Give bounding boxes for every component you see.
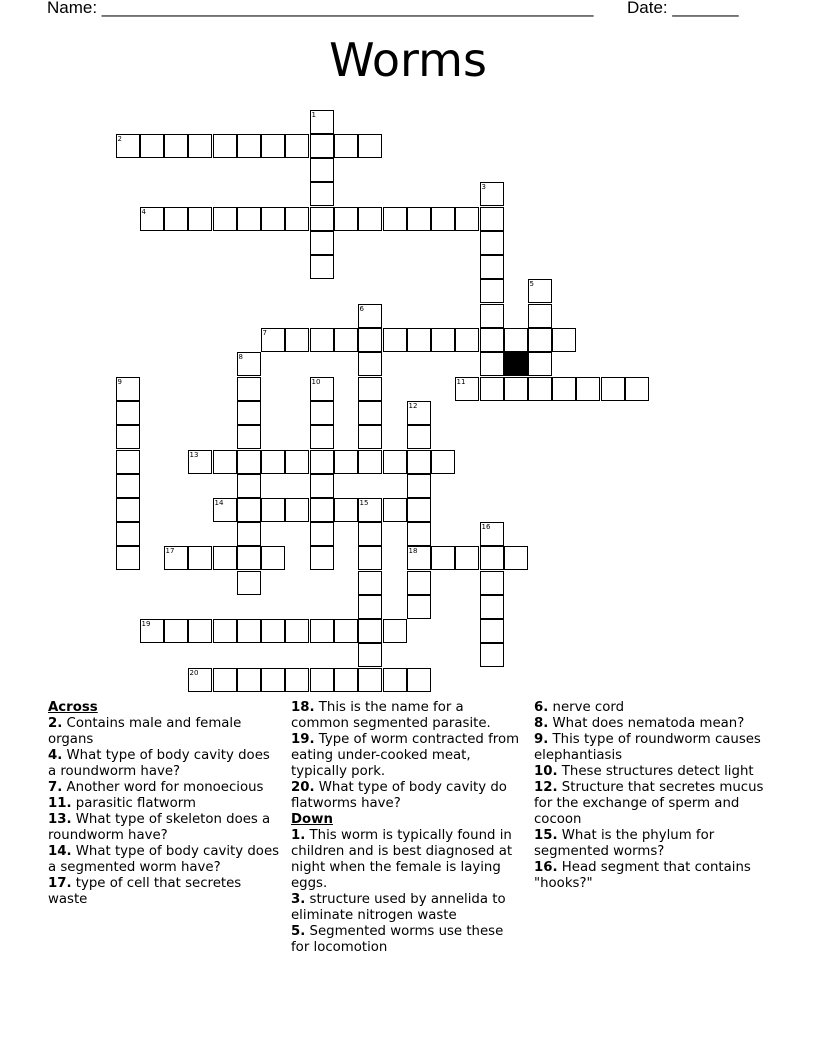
grid-cell[interactable] xyxy=(480,643,504,667)
grid-cell[interactable] xyxy=(164,546,188,570)
grid-cell[interactable] xyxy=(334,619,358,643)
clue-item xyxy=(48,780,280,796)
grid-cell[interactable] xyxy=(383,619,407,643)
grid-cell[interactable] xyxy=(164,134,188,158)
grid-cell[interactable] xyxy=(116,450,140,474)
grid-cell[interactable] xyxy=(213,498,237,522)
grid-cell[interactable] xyxy=(480,207,504,231)
grid-cell[interactable] xyxy=(116,425,140,449)
grid-cell[interactable] xyxy=(334,207,358,231)
grid-cell[interactable] xyxy=(310,546,334,570)
grid-cell[interactable] xyxy=(310,182,334,206)
clue-number: 10. xyxy=(534,764,558,779)
grid-cell[interactable] xyxy=(407,546,431,570)
grid-cell[interactable] xyxy=(407,668,431,692)
grid-cell[interactable] xyxy=(310,377,334,401)
grid-cell[interactable] xyxy=(237,546,261,570)
clue-text: Structure that secretes mucus for the exchange of sperm and cocoon xyxy=(534,780,764,827)
grid-cell[interactable] xyxy=(285,619,309,643)
grid-cell[interactable] xyxy=(480,304,504,328)
clue-column-2 xyxy=(291,700,523,956)
grid-cell[interactable] xyxy=(480,571,504,595)
grid-cell[interactable] xyxy=(358,643,382,667)
clue-column-1 xyxy=(48,700,280,908)
cell-number: 3 xyxy=(481,182,486,191)
grid-cell[interactable] xyxy=(334,668,358,692)
grid-cell[interactable] xyxy=(480,522,504,546)
grid-cell[interactable] xyxy=(383,668,407,692)
cell-number: 5 xyxy=(529,279,534,288)
grid-cell[interactable] xyxy=(237,498,261,522)
down-heading: Down xyxy=(291,812,333,827)
grid-cell[interactable] xyxy=(431,546,455,570)
clue-item xyxy=(534,828,766,860)
grid-cell[interactable] xyxy=(188,207,212,231)
grid-cell[interactable] xyxy=(480,279,504,303)
grid-cell[interactable] xyxy=(334,134,358,158)
grid-cell[interactable] xyxy=(285,668,309,692)
grid-cell[interactable] xyxy=(188,450,212,474)
grid-cell[interactable] xyxy=(261,450,285,474)
grid-cell[interactable] xyxy=(310,134,334,158)
grid-cell[interactable] xyxy=(358,328,382,352)
clue-item xyxy=(534,780,766,828)
clue-number: 14. xyxy=(48,844,72,859)
clue-text: This worm is typically found in children and is best diagnosed at night when the female is laying eggs. xyxy=(291,828,513,891)
clue-item xyxy=(534,716,766,732)
grid-cell[interactable] xyxy=(455,377,479,401)
cell-number: 8 xyxy=(238,352,243,361)
clue-text: nerve cord xyxy=(548,700,625,715)
grid-cell[interactable] xyxy=(213,207,237,231)
grid-cell[interactable] xyxy=(407,498,431,522)
grid-cell[interactable] xyxy=(358,134,382,158)
clue-number: 8. xyxy=(534,716,549,731)
clue-text: Contains male and female organs xyxy=(48,716,242,747)
clue-text: Another word for monoecious xyxy=(62,780,264,795)
grid-cell[interactable] xyxy=(480,352,504,376)
grid-cell[interactable] xyxy=(310,255,334,279)
name-field-label: Name: ____________________________________________________ xyxy=(47,0,594,17)
clue-number: 11. xyxy=(48,796,72,811)
clue-number: 13. xyxy=(48,812,72,827)
clue-item xyxy=(534,764,766,780)
clue-text: type of cell that secretes waste xyxy=(48,876,242,907)
clue-text: What is the phylum for segmented worms? xyxy=(534,828,715,859)
grid-cell[interactable] xyxy=(116,522,140,546)
grid-cell[interactable] xyxy=(431,450,455,474)
grid-cell[interactable] xyxy=(237,619,261,643)
clue-number: 17. xyxy=(48,876,72,891)
grid-cell[interactable] xyxy=(358,304,382,328)
grid-cell[interactable] xyxy=(528,279,552,303)
clue-number: 9. xyxy=(534,732,549,747)
grid-cell[interactable] xyxy=(480,619,504,643)
grid-cell[interactable] xyxy=(334,498,358,522)
grid-cell[interactable] xyxy=(285,134,309,158)
grid-cell[interactable] xyxy=(188,619,212,643)
grid-cell[interactable] xyxy=(237,377,261,401)
grid-cell[interactable] xyxy=(261,498,285,522)
clue-number: 6. xyxy=(534,700,549,715)
cell-number: 6 xyxy=(359,304,364,313)
grid-cell[interactable] xyxy=(310,401,334,425)
grid-cell[interactable] xyxy=(116,498,140,522)
grid-cell[interactable] xyxy=(261,207,285,231)
grid-cell[interactable] xyxy=(140,207,164,231)
grid-cell[interactable] xyxy=(431,328,455,352)
grid-cell[interactable] xyxy=(528,352,552,376)
clue-text: What type of body cavity does a roundworm have? xyxy=(48,748,270,779)
cell-number: 1 xyxy=(311,110,316,119)
cell-number: 7 xyxy=(262,328,267,337)
grid-cell[interactable] xyxy=(358,546,382,570)
cell-number: 13 xyxy=(189,450,199,459)
clue-item xyxy=(534,732,766,764)
grid-cell[interactable] xyxy=(455,328,479,352)
grid-cell[interactable] xyxy=(285,498,309,522)
across-heading: Across xyxy=(48,700,98,715)
grid-cell[interactable] xyxy=(407,328,431,352)
cell-number: 14 xyxy=(214,498,224,507)
grid-cell[interactable] xyxy=(431,207,455,231)
grid-cell[interactable] xyxy=(383,328,407,352)
grid-cell[interactable] xyxy=(140,134,164,158)
clue-item xyxy=(48,812,280,844)
grid-cell[interactable] xyxy=(164,207,188,231)
grid-cell[interactable] xyxy=(480,182,504,206)
grid-cell[interactable] xyxy=(480,546,504,570)
cell-number: 20 xyxy=(189,668,199,677)
grid-cell[interactable] xyxy=(358,498,382,522)
grid-cell[interactable] xyxy=(116,401,140,425)
grid-cell[interactable] xyxy=(261,134,285,158)
grid-cell[interactable] xyxy=(358,668,382,692)
grid-cell[interactable] xyxy=(407,207,431,231)
grid-cell[interactable] xyxy=(334,328,358,352)
grid-cell[interactable] xyxy=(261,668,285,692)
grid-cell[interactable] xyxy=(480,328,504,352)
grid-cell[interactable] xyxy=(237,450,261,474)
grid-cell[interactable] xyxy=(188,546,212,570)
clue-text: Type of worm contracted from eating under-cooked meat, typically pork. xyxy=(291,732,520,779)
grid-cell[interactable] xyxy=(601,377,625,401)
grid-cell[interactable] xyxy=(261,619,285,643)
grid-cell[interactable] xyxy=(455,546,479,570)
grid-cell[interactable] xyxy=(552,328,576,352)
grid-cell[interactable] xyxy=(504,328,528,352)
grid-cell[interactable] xyxy=(358,522,382,546)
clue-item xyxy=(291,732,523,780)
grid-cell[interactable] xyxy=(310,158,334,182)
clue-item xyxy=(534,700,766,716)
clue-number: 19. xyxy=(291,732,315,747)
cell-number: 16 xyxy=(481,522,491,531)
grid-cell[interactable] xyxy=(237,668,261,692)
grid-cell[interactable] xyxy=(310,328,334,352)
clue-text: What type of skeleton does a roundworm have? xyxy=(48,812,271,843)
clue-text: This is the name for a common segmented parasite. xyxy=(291,700,491,731)
grid-cell[interactable] xyxy=(213,668,237,692)
clue-number: 7. xyxy=(48,780,63,795)
grid-cell[interactable] xyxy=(310,668,334,692)
grid-cell[interactable] xyxy=(116,134,140,158)
clue-number: 3. xyxy=(291,892,306,907)
grid-cell[interactable] xyxy=(140,619,164,643)
grid-cell[interactable] xyxy=(358,377,382,401)
cell-number: 12 xyxy=(408,401,418,410)
cell-number: 9 xyxy=(117,377,122,386)
grid-cell[interactable] xyxy=(237,474,261,498)
grid-cell[interactable] xyxy=(480,595,504,619)
grid-cell[interactable] xyxy=(116,474,140,498)
clue-text: parasitic flatworm xyxy=(71,796,196,811)
clue-text: Segmented worms use these for locomotion xyxy=(291,924,504,955)
clue-item xyxy=(534,860,766,892)
grid-cell[interactable] xyxy=(407,474,431,498)
grid-cell[interactable] xyxy=(528,377,552,401)
grid-cell[interactable] xyxy=(261,546,285,570)
grid-cell[interactable] xyxy=(310,450,334,474)
grid-cell[interactable] xyxy=(237,134,261,158)
cell-number: 11 xyxy=(456,377,466,386)
grid-cell[interactable] xyxy=(237,401,261,425)
grid-cell[interactable] xyxy=(383,207,407,231)
grid-cell[interactable] xyxy=(455,207,479,231)
clue-number: 1. xyxy=(291,828,306,843)
grid-cell[interactable] xyxy=(237,522,261,546)
clue-item xyxy=(48,716,280,748)
grid-cell[interactable] xyxy=(188,668,212,692)
cell-number: 4 xyxy=(141,207,146,216)
clue-text: This type of roundworm causes elephantiasis xyxy=(534,732,761,763)
grid-cell[interactable] xyxy=(407,450,431,474)
grid-black-square xyxy=(504,352,528,376)
clue-column-3 xyxy=(534,700,766,892)
clue-text: structure used by annelida to eliminate nitrogen waste xyxy=(291,892,506,923)
grid-cell[interactable] xyxy=(310,619,334,643)
cell-number: 2 xyxy=(117,134,122,143)
clue-number: 2. xyxy=(48,716,63,731)
grid-cell[interactable] xyxy=(237,425,261,449)
grid-cell[interactable] xyxy=(310,425,334,449)
grid-cell[interactable] xyxy=(407,425,431,449)
grid-cell[interactable] xyxy=(213,619,237,643)
grid-cell[interactable] xyxy=(407,595,431,619)
grid-cell[interactable] xyxy=(310,474,334,498)
grid-cell[interactable] xyxy=(358,401,382,425)
grid-cell[interactable] xyxy=(504,377,528,401)
clue-number: 5. xyxy=(291,924,306,939)
cell-number: 15 xyxy=(359,498,369,507)
grid-cell[interactable] xyxy=(358,207,382,231)
grid-cell[interactable] xyxy=(213,546,237,570)
clue-text: What type of body cavity do flatworms have? xyxy=(291,780,507,811)
cell-number: 10 xyxy=(311,377,321,386)
clue-item xyxy=(291,924,523,956)
grid-cell[interactable] xyxy=(310,522,334,546)
grid-cell[interactable] xyxy=(480,231,504,255)
clue-text: What does nematoda mean? xyxy=(548,716,745,731)
clue-item xyxy=(48,844,280,876)
date-field-label: Date: _______ xyxy=(627,0,739,17)
grid-cell[interactable] xyxy=(285,207,309,231)
grid-cell[interactable] xyxy=(358,571,382,595)
grid-cell[interactable] xyxy=(285,328,309,352)
clue-item xyxy=(48,748,280,780)
grid-cell[interactable] xyxy=(310,231,334,255)
grid-cell[interactable] xyxy=(116,377,140,401)
clue-item xyxy=(291,700,523,732)
clue-number: 4. xyxy=(48,748,63,763)
cell-number: 18 xyxy=(408,546,418,555)
grid-cell[interactable] xyxy=(480,255,504,279)
grid-cell[interactable] xyxy=(358,450,382,474)
grid-cell[interactable] xyxy=(237,352,261,376)
cell-number: 17 xyxy=(165,546,175,555)
grid-cell[interactable] xyxy=(358,595,382,619)
grid-cell[interactable] xyxy=(383,450,407,474)
grid-cell[interactable] xyxy=(164,619,188,643)
grid-cell[interactable] xyxy=(188,134,212,158)
page-title: Worms xyxy=(329,33,487,87)
grid-cell[interactable] xyxy=(480,377,504,401)
grid-cell[interactable] xyxy=(576,377,600,401)
cell-number: 19 xyxy=(141,619,151,628)
grid-cell[interactable] xyxy=(358,619,382,643)
grid-cell[interactable] xyxy=(504,546,528,570)
grid-cell[interactable] xyxy=(237,207,261,231)
clue-text: Head segment that contains "hooks?" xyxy=(534,860,751,891)
grid-cell[interactable] xyxy=(237,571,261,595)
grid-cell[interactable] xyxy=(528,304,552,328)
grid-cell[interactable] xyxy=(407,401,431,425)
grid-cell[interactable] xyxy=(383,498,407,522)
grid-cell[interactable] xyxy=(407,571,431,595)
grid-cell[interactable] xyxy=(310,207,334,231)
clue-number: 12. xyxy=(534,780,558,795)
clue-item xyxy=(291,780,523,812)
clue-item xyxy=(48,876,280,908)
grid-cell[interactable] xyxy=(116,546,140,570)
clue-number: 20. xyxy=(291,780,315,795)
grid-cell[interactable] xyxy=(552,377,576,401)
grid-cell[interactable] xyxy=(528,328,552,352)
grid-cell[interactable] xyxy=(358,425,382,449)
clue-number: 16. xyxy=(534,860,558,875)
clue-number: 18. xyxy=(291,700,315,715)
clue-text: These structures detect light xyxy=(557,764,754,779)
clue-text: What type of body cavity does a segmented worm have? xyxy=(48,844,280,875)
grid-cell[interactable] xyxy=(334,450,358,474)
clue-number: 15. xyxy=(534,828,558,843)
grid-cell[interactable] xyxy=(261,328,285,352)
clue-item xyxy=(291,828,523,892)
grid-cell[interactable] xyxy=(625,377,649,401)
clue-item xyxy=(291,892,523,924)
grid-cell[interactable] xyxy=(285,450,309,474)
clue-item xyxy=(48,796,280,812)
grid-cell[interactable] xyxy=(358,352,382,376)
grid-cell[interactable] xyxy=(213,134,237,158)
grid-cell[interactable] xyxy=(310,498,334,522)
grid-cell[interactable] xyxy=(407,522,431,546)
grid-cell[interactable] xyxy=(213,450,237,474)
grid-cell[interactable] xyxy=(310,110,334,134)
